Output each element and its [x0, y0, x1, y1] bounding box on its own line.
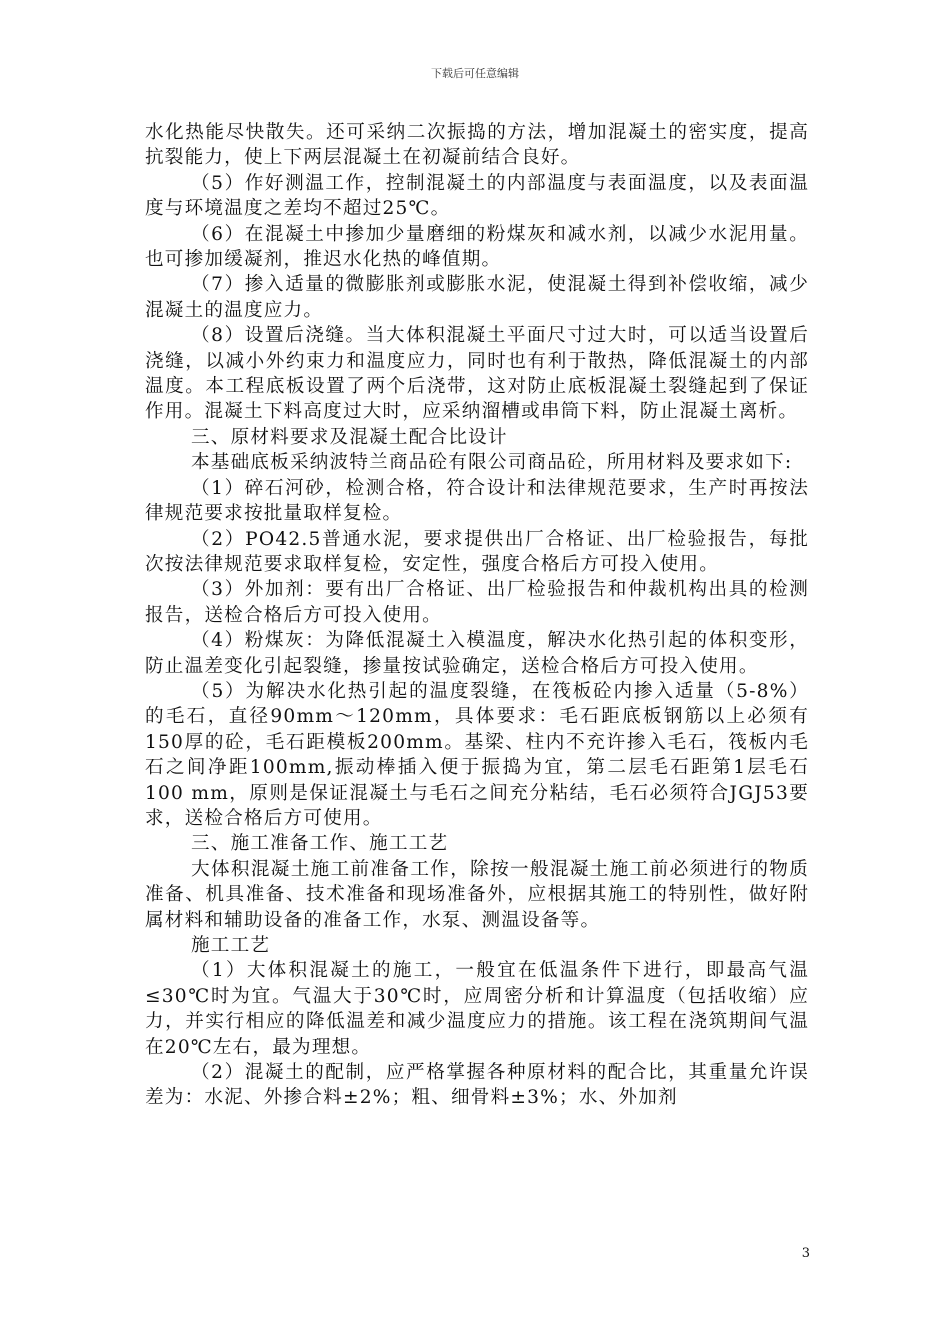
- paragraph: （2）PO42.5普通水泥，要求提供出厂合格证、出厂检验报告，每批次按法律规范要求取样复检，安定性，强度合格后方可投入使用。: [145, 528, 809, 575]
- paragraph: （1）大体积混凝土的施工，一般宜在低温条件下进行，即最高气温≤30℃时为宜。气温大于30℃时，应周密分析和计算温度（包括收缩）应力，并实行相应的降低温差和减少温度应力的措施。该工程在浇筑期间气温在20℃左右，最为理想。: [145, 960, 809, 1058]
- paragraph: （3）外加剂：要有出厂合格证、出厂检验报告和仲裁机构出具的检测报告，送检合格后方可投入使用。: [145, 579, 809, 626]
- paragraph: （7）掺入适量的微膨胀剂或膨胀水泥，使混凝土得到补偿收缩，减少混凝土的温度应力。: [145, 274, 809, 321]
- paragraph: （6）在混凝土中掺加少量磨细的粉煤灰和减水剂，以减少水泥用量。也可掺加缓凝剂，推迟水化热的峰值期。: [145, 223, 809, 271]
- page-header: 下载后可任意编辑: [431, 67, 519, 80]
- paragraph: 三、原材料要求及混凝土配合比设计: [191, 426, 508, 448]
- paragraph: 水化热能尽快散失。还可采纳二次振捣的方法，增加混凝土的密实度，提高抗裂能力，使上下两层混凝土在初凝前结合良好。: [145, 122, 809, 169]
- paragraph: 三、施工准备工作、施工工艺: [191, 833, 449, 855]
- page-number: 3: [801, 1246, 810, 1261]
- paragraph: （1）碎石河砂，检测合格，符合设计和法律规范要求，生产时再按法律规范要求按批量取样复检。: [145, 477, 809, 525]
- paragraph: （4）粉煤灰：为降低混凝土入模温度，解决水化热引起的体积变形，防止温差变化引起裂缝，掺量按试验确定，送检合格后方可投入使用。: [145, 630, 809, 677]
- paragraph: 本基础底板采纳波特兰商品砼有限公司商品砼，所用材料及要求如下:: [191, 452, 793, 474]
- paragraph: 施工工艺: [191, 935, 271, 956]
- paragraph: （8）设置后浇缝。当大体积混凝土平面尺寸过大时，可以适当设置后浇缝，以减小外约束力和温度应力，同时也有利于散热，降低混凝土的内部温度。本工程底板设置了两个后浇带，这对防止底板混凝土裂缝起到了保证作用。混凝土下料高度过大时，应采纳溜槽或串筒下料，防止混凝土离析。: [145, 325, 809, 423]
- paragraph: （5）作好测温工作，控制混凝土的内部温度与表面温度，以及表面温度与环境温度之差均不超过25℃。: [145, 172, 809, 220]
- paragraph: （2）混凝土的配制，应严格掌握各种原材料的配合比，其重量允许误差为：水泥、外掺合料±2%；粗、细骨料±3%；水、外加剂: [145, 1062, 809, 1109]
- document-body: [145, 120, 809, 1111]
- paragraph: 大体积混凝土施工前准备工作，除按一般混凝土施工前必须进行的物质准备、机具准备、技术准备和现场准备外，应根据其施工的特别性，做好附属材料和辅助设备的准备工作，水泵、测温设备等。: [145, 858, 809, 931]
- paragraph: （5）为解决水化热引起的温度裂缝，在筏板砼内掺入适量（5-8%）的毛石，直径90mm～120mm，具体要求：毛石距底板钢筋以上必须有150厚的砼，毛石距模板200mm。基梁、柱内不充许掺入毛石，筏板内毛石之间净距100mm,振动棒插入便于振捣为宜，第二层毛石距第1层毛石100 mm，原则是保证混凝土与毛石之间充分粘结，毛石必须符合JGJ53要求，送检合格后方可使用。: [145, 680, 809, 829]
